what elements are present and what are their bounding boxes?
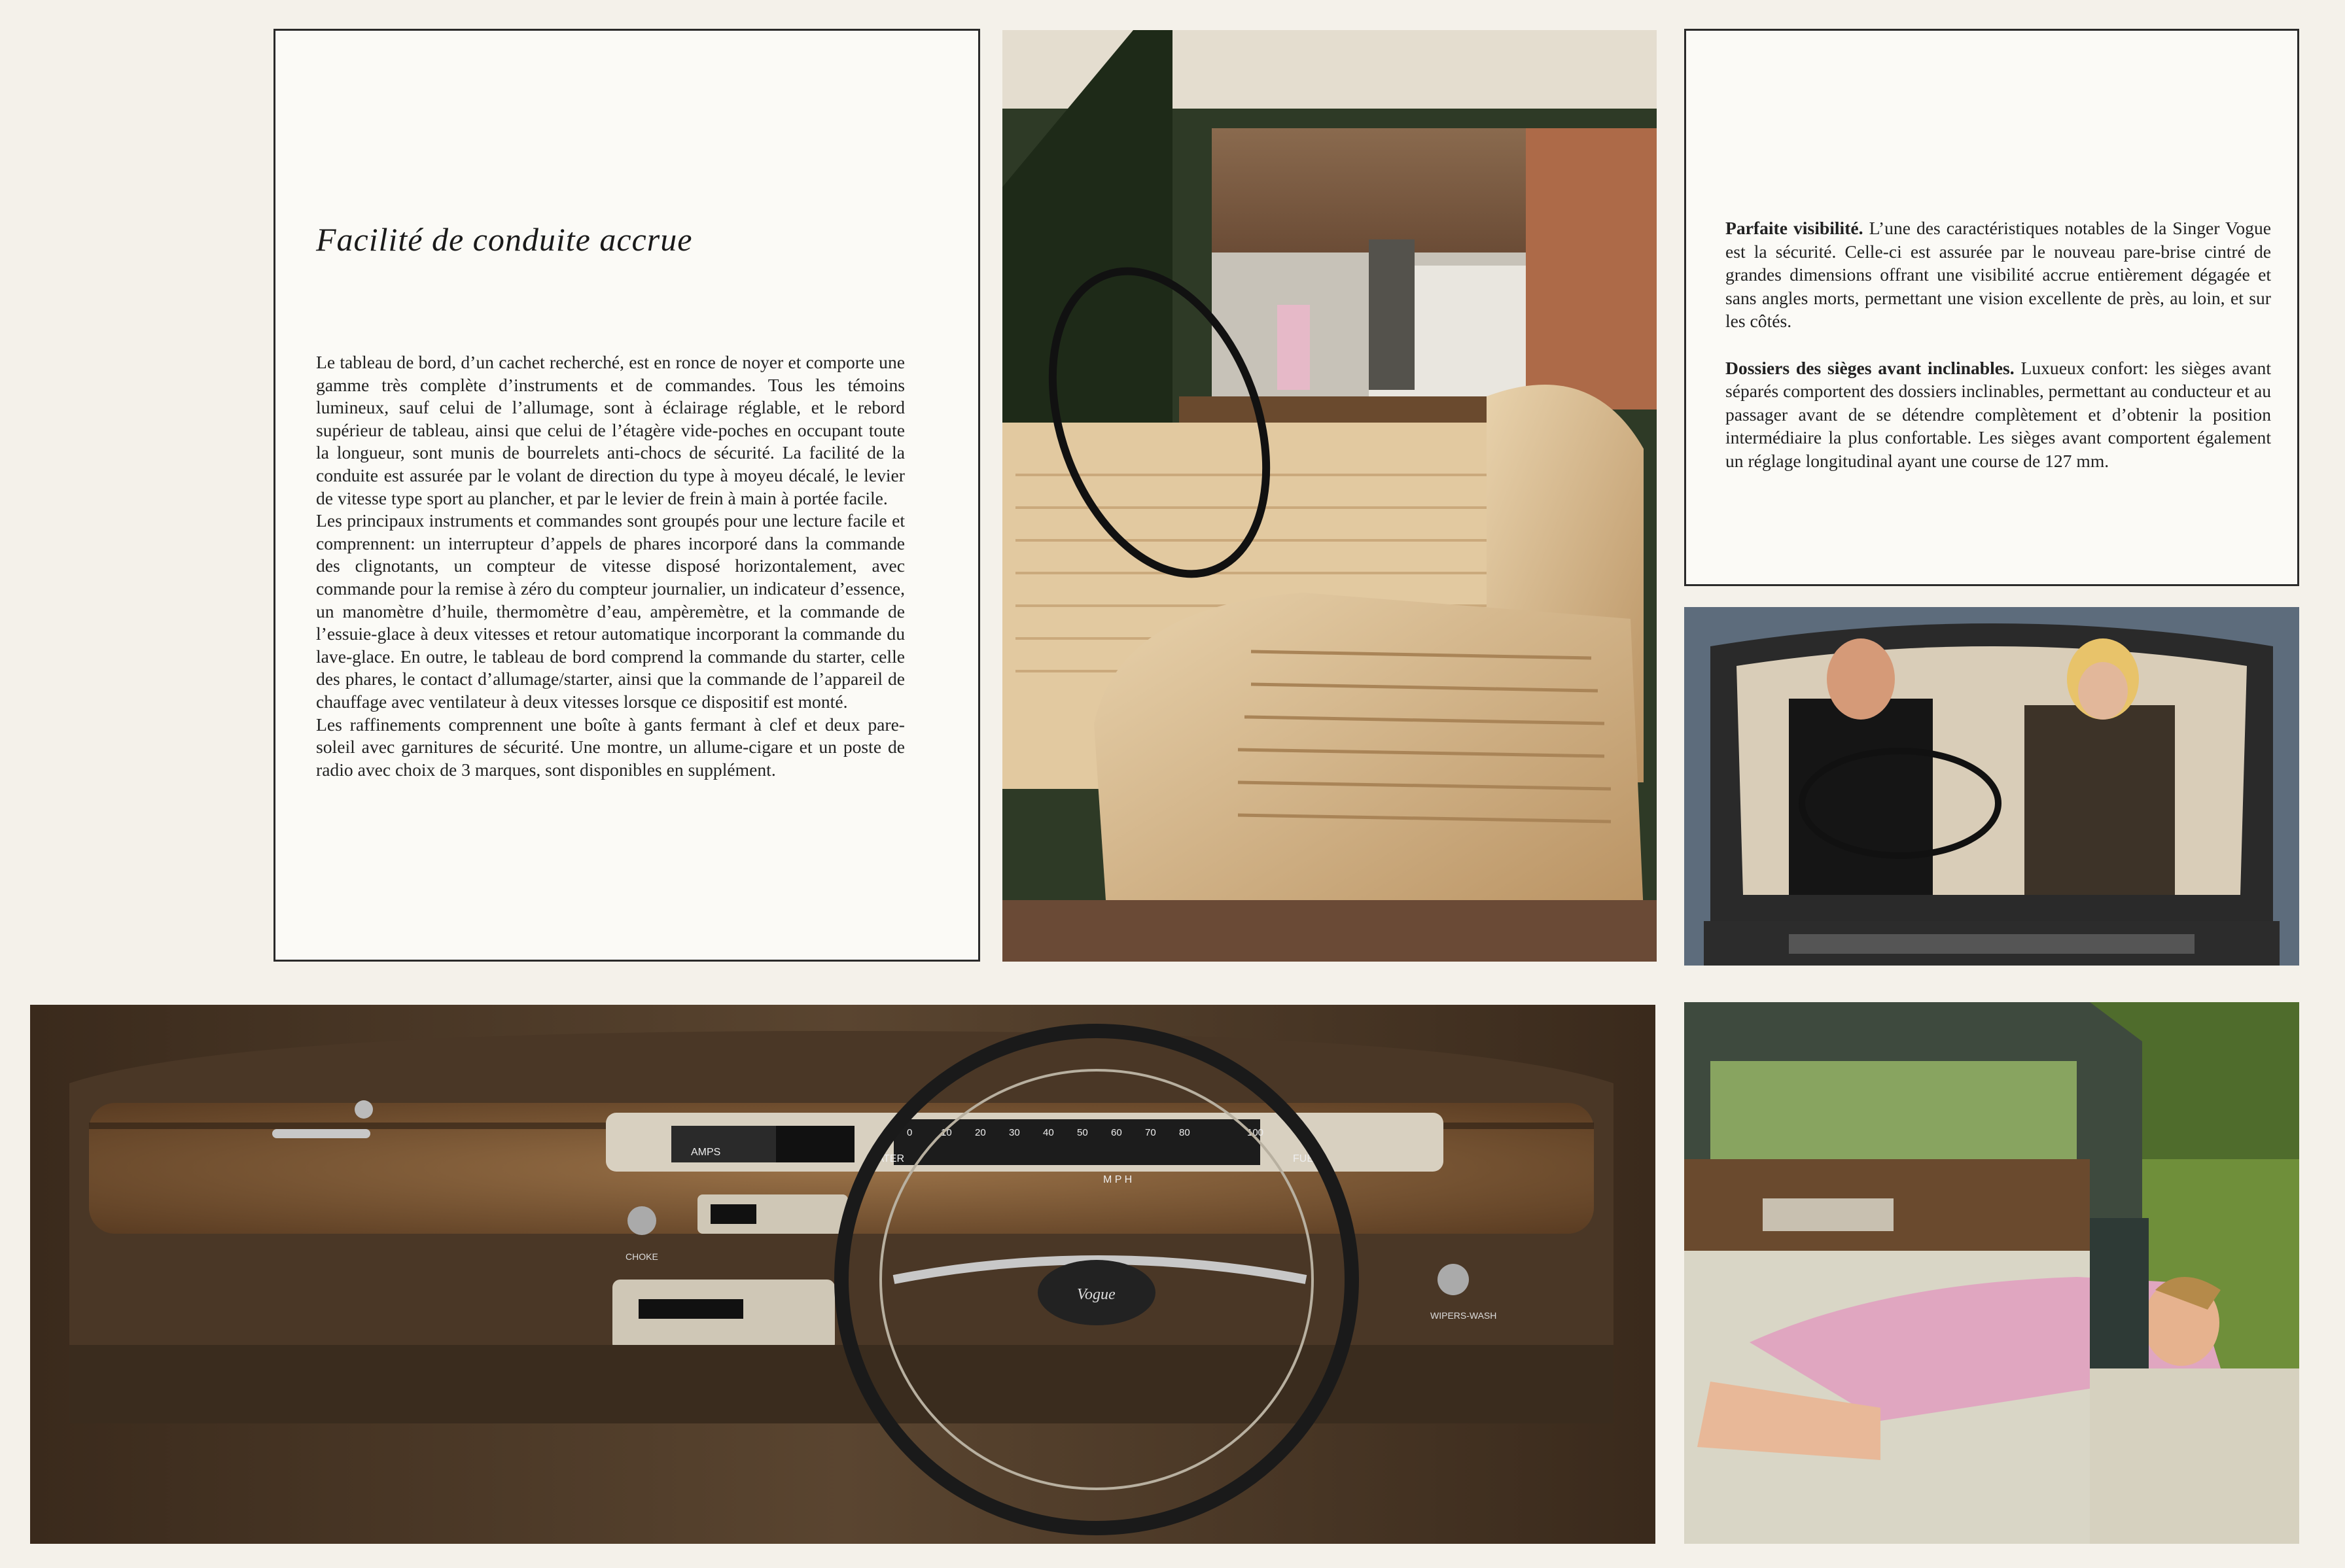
speed-tick-label: 30 xyxy=(1009,1127,1020,1138)
speed-tick-label: 20 xyxy=(975,1127,986,1138)
section-seats xyxy=(1725,357,2271,473)
speed-tick-label: 60 xyxy=(1111,1127,1122,1138)
amps-label: AMPS xyxy=(691,1147,721,1158)
section-visibility xyxy=(1725,217,2271,333)
speed-tick-label: 40 xyxy=(1043,1127,1054,1138)
paragraph: Le tableau de bord, d’un cachet recherché, est en ronce de noyer et comporte une gamme très complète d’instruments et de commandes. Tous les témoins lumineux, sauf celui de l’allumage, sont à éclairage réglable, et le rebord supérieur de tableau, ainsi que celui de l’étagère vide-poches en occupant toute la longueur, sont munis de bourrelets anti-chocs de sécurité. La facilité de la conduite est assurée par le volant de direction du type à moyeu décalé, le levier de vitesse type sport au plancher, et par le levier de frein à main à portée facile. xyxy=(316,352,905,508)
section-title: Dossiers des sièges avant inclinables. xyxy=(1725,357,2015,378)
wipers-label: WIPERS-WASH xyxy=(1430,1310,1497,1321)
text-panel-left xyxy=(273,29,980,962)
fuel-label: FUEL xyxy=(1293,1153,1320,1164)
windscreen-couple-photo xyxy=(1684,607,2299,966)
speed-tick-label: 80 xyxy=(1179,1127,1190,1138)
speed-tick-label: 0 xyxy=(907,1127,913,1138)
choke-label: CHOKE xyxy=(626,1251,658,1262)
speed-tick-label: 70 xyxy=(1145,1127,1156,1138)
speed-tick-label: 50 xyxy=(1077,1127,1088,1138)
speed-tick-label: 10 xyxy=(941,1127,952,1138)
page-heading: Facilité de conduite accrue xyxy=(316,221,693,258)
vogue-badge: Vogue xyxy=(1077,1286,1116,1303)
speed-tick-label: 100 xyxy=(1247,1127,1264,1138)
section-title: Parfaite visibilité. xyxy=(1725,218,1863,238)
paragraph: Les principaux instruments et commandes sont groupés pour une lecture facile et comprennent: un interrupteur d’appels de phares incorporé dans la commande des clignotants, un compteur de vitesse disposé horizontalement, avec commande pour la remise à zéro du compteur journalier, un indicateur d’essence, un manomètre d’huile, thermomètre d’eau, ampèremètre, et la commande de l’essuie-glace à deux vitesses et retour automatique incorporant la commande du lave-glace. En outre, le tableau de bord comprend la commande du starter, celle des phares, le contact d’allumage/starter, ainsi que la commande de l’appareil de chauffage avec ventilateur à deux vitesses lorsque ce dispositif est monté. xyxy=(316,510,905,712)
body-text-right xyxy=(1725,217,2271,496)
body-text-left xyxy=(316,351,905,781)
paragraph: Les raffinements comprennent une boîte à gants fermant à clef et deux pare-soleil avec garnitures de sécurité. Une montre, un allume-cigare et un poste de radio avec choix de 3 marques, sont disponibles en supplément. xyxy=(316,714,905,780)
section-text: L’une des caractéristiques notables de la Singer Vogue est la sécurité. Celle-ci est assurée par le nouveau pare-brise cintré de grandes dimensions offrant une visibilité accrue entièrement dégagée et sans angles morts, permettant une vision excellente de près, au loin, et sur les côtés. xyxy=(1725,218,2271,331)
section-text: Luxueux confort: les sièges avant séparés comportent des dossiers inclinables, permettant au conducteur et au passager avant de se détendre complètement et d’obtenir la position intermédiaire la plus confortable. Les sièges avant comportent également un réglage longitudinal ayant une course de 127 mm. xyxy=(1725,357,2271,471)
water-label: WATER xyxy=(868,1153,904,1164)
mph-label: M P H xyxy=(1103,1174,1133,1185)
reclining-seat-photo xyxy=(1684,1002,2299,1544)
front-seat-photo xyxy=(1002,30,1657,962)
text-panel-right xyxy=(1684,29,2299,586)
dashboard-photo xyxy=(30,1005,1655,1544)
